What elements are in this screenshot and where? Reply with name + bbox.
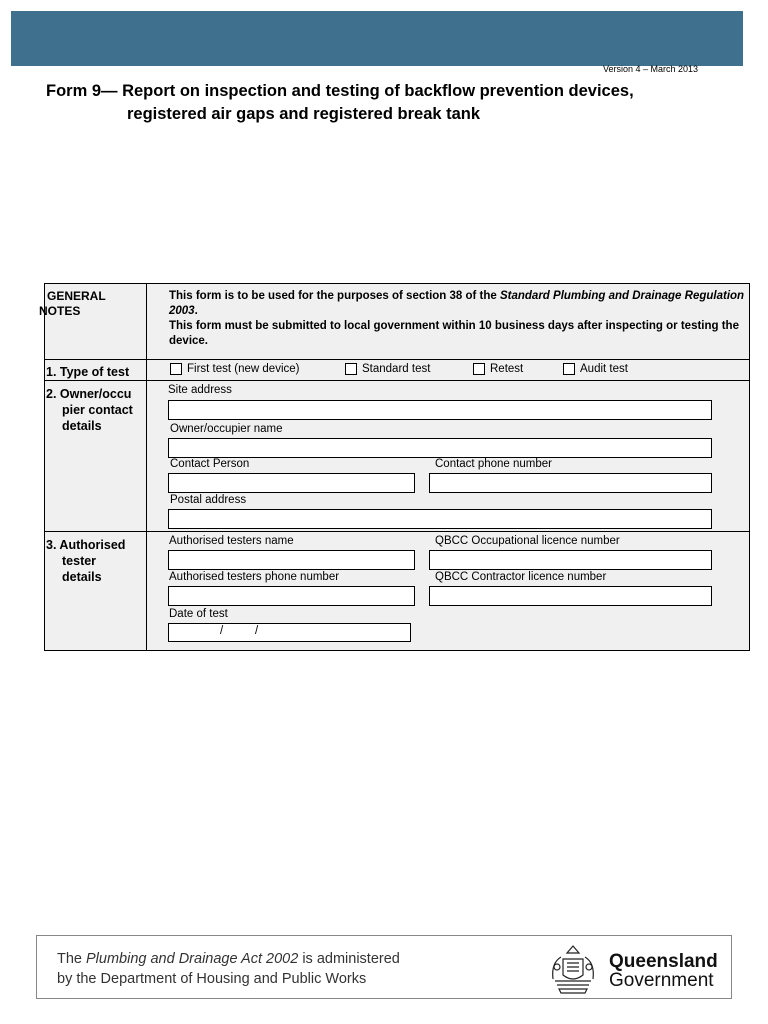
owner-name-field[interactable] [168,438,712,458]
first-test-checkbox[interactable] [170,363,182,375]
owner-label-line2: pier contact [62,403,133,417]
first-test-label: First test (new device) [187,363,300,375]
footer-line-2: by the Department of Housing and Public Works [57,971,367,987]
owner-details-label [46,386,133,434]
queensland-crest-icon [545,941,601,995]
owner-name-label: Owner/occupier name [170,423,283,435]
title-line-2: registered air gaps and registered break tank [127,105,481,123]
standard-test-label: Standard test [362,363,431,375]
occupational-licence-label: QBCC Occupational licence number [435,535,620,547]
footer-text [57,949,400,989]
footer-line-1-b: is administered [298,951,400,967]
option-retest[interactable] [473,363,523,375]
tester-phone-field[interactable] [168,586,415,606]
general-notes-section [39,284,749,360]
footer-act-name: Plumbing and Drainage Act 2002 [86,951,299,967]
tester-label-line3: details [62,570,102,584]
note-1-regulation: Standard Plumbing and Drainage Regulation 2003 [169,290,745,317]
site-address-label: Site address [168,384,232,396]
general-notes-label-line1: GENERAL [47,289,106,303]
tester-name-label: Authorised testers name [169,535,294,547]
tester-name-field[interactable] [168,550,415,570]
queensland-government-wordmark [609,952,718,990]
owner-label-line3: details [62,419,102,433]
type-of-test-label-cell [45,360,147,380]
site-address-field[interactable] [168,400,712,420]
date-slash-2: / [255,625,259,637]
date-of-test-field[interactable] [168,623,411,642]
tester-phone-label: Authorised testers phone number [169,571,340,583]
date-slash-1: / [220,625,224,637]
type-of-test-label: 1. Type of test [46,365,130,379]
brand-line-1: Queensland [609,951,718,972]
footer-line-1 [57,949,400,969]
general-notes-text [169,289,747,349]
general-notes-label-line2: NOTES [39,304,81,318]
postal-address-label: Postal address [170,494,247,506]
date-of-test-label: Date of test [169,608,228,620]
type-of-test-section [45,360,749,381]
tester-details-section [45,532,749,650]
postal-address-field[interactable] [168,509,712,529]
retest-label: Retest [490,363,524,375]
option-audit-test[interactable] [563,363,628,375]
general-notes-label-cell [39,284,147,359]
contact-phone-label: Contact phone number [435,458,552,470]
header-banner [11,11,743,66]
owner-details-label-cell [45,381,147,531]
standard-test-checkbox[interactable] [345,363,357,375]
version-text: Version 4 – March 2013 [602,64,698,74]
audit-test-checkbox[interactable] [563,363,575,375]
contact-person-field[interactable] [168,473,415,493]
tester-details-label [46,537,125,585]
occupational-licence-field[interactable] [429,550,712,570]
retest-checkbox[interactable] [473,363,485,375]
owner-details-section [45,381,749,532]
contact-person-label: Contact Person [170,458,250,470]
note-1 [169,289,747,319]
note-2: This form must be submitted to local government within 10 business days after inspecting or testing the device. [169,320,739,347]
inspection-form [39,283,750,651]
title-line-1: Form 9— Report on inspection and testing of backflow prevention devices, [46,82,634,100]
tester-label-line2: tester [62,554,97,568]
owner-label-line1: 2. Owner/occu [46,387,132,401]
note-1-end: . [194,305,198,317]
contact-phone-field[interactable] [429,473,712,493]
tester-details-label-cell [45,532,147,650]
note-1-text: This form is to be used for the purposes of section 38 of the [169,290,500,302]
audit-test-label: Audit test [580,363,628,375]
brand-line-2: Government [609,970,714,991]
option-standard-test[interactable] [345,363,430,375]
footer [36,935,732,999]
tester-label-line1: 3. Authorised [46,538,126,552]
contractor-licence-label: QBCC Contractor licence number [435,571,607,583]
page-title [46,80,634,126]
general-notes-label [39,289,106,319]
footer-line-1-a: The [57,951,87,967]
option-first-test[interactable] [170,363,299,375]
contractor-licence-field[interactable] [429,586,712,606]
